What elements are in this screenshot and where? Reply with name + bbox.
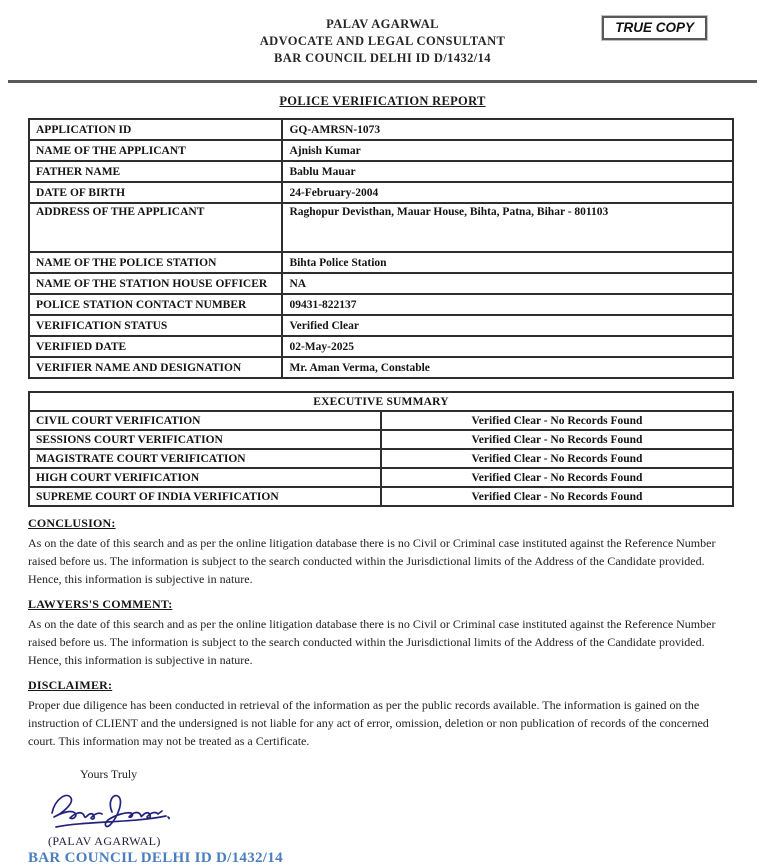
executive-summary-heading: EXECUTIVE SUMMARY bbox=[29, 392, 733, 411]
executive-summary-table bbox=[28, 391, 734, 507]
summary-row bbox=[29, 468, 733, 487]
text-sections bbox=[28, 516, 737, 750]
detail-row bbox=[29, 203, 733, 252]
detail-label: VERIFIED DATE bbox=[29, 336, 282, 357]
detail-label: POLICE STATION CONTACT NUMBER bbox=[29, 294, 282, 315]
bar-council-footer: BAR COUNCIL DELHI ID D/1432/14 bbox=[28, 850, 283, 866]
detail-label: NAME OF THE STATION HOUSE OFFICER bbox=[29, 273, 282, 294]
summary-value: Verified Clear - No Records Found bbox=[381, 468, 733, 487]
detail-row bbox=[29, 119, 733, 140]
detail-label: DATE OF BIRTH bbox=[29, 182, 282, 203]
text-section bbox=[28, 597, 737, 669]
advocate-title: ADVOCATE AND LEGAL CONSULTANT bbox=[259, 34, 506, 48]
detail-value: GQ-AMRSN-1073 bbox=[282, 119, 733, 140]
detail-value: 02-May-2025 bbox=[282, 336, 733, 357]
advocate-name: PALAV AGARWAL bbox=[326, 17, 439, 31]
bar-council-id: BAR COUNCIL DELHI ID D/1432/14 bbox=[274, 51, 491, 65]
detail-row bbox=[29, 336, 733, 357]
detail-value: Mr. Aman Verma, Constable bbox=[282, 357, 733, 378]
section-heading: LAWYERS'S COMMENT: bbox=[28, 597, 173, 611]
text-section bbox=[28, 678, 737, 750]
header-divider bbox=[8, 80, 757, 83]
section-body: As on the date of this search and as per the online litigation database there is no Civil or Criminal case instituted against the Reference Number raised before us. The information is subject to the search conducted within the Jurisdictional limits of the Address of the Candidate provided. Hence, this information is subjective in nature. bbox=[28, 617, 716, 667]
summary-row bbox=[29, 411, 733, 430]
detail-label: NAME OF THE POLICE STATION bbox=[29, 252, 282, 273]
detail-value: 24-February-2004 bbox=[282, 182, 733, 203]
detail-row bbox=[29, 161, 733, 182]
summary-value: Verified Clear - No Records Found bbox=[381, 430, 733, 449]
closing-line: Yours Truly bbox=[80, 767, 138, 781]
detail-row bbox=[29, 294, 733, 315]
summary-label: MAGISTRATE COURT VERIFICATION bbox=[29, 449, 381, 468]
detail-row bbox=[29, 252, 733, 273]
summary-value: Verified Clear - No Records Found bbox=[381, 411, 733, 430]
section-body: As on the date of this search and as per the online litigation database there is no Civil or Criminal case instituted against the Reference Number raised before us. The information is subject to the search conducted within the Jurisdictional limits of the Address of the Candidate provided. Hence, this information is subjective in nature. bbox=[28, 536, 716, 586]
true-copy-stamp: TRUE COPY bbox=[602, 16, 707, 40]
detail-value: Bablu Mauar bbox=[282, 161, 733, 182]
detail-label: VERIFIER NAME AND DESIGNATION bbox=[29, 357, 282, 378]
handwritten-signature-icon bbox=[44, 786, 184, 834]
detail-value: Ajnish Kumar bbox=[282, 140, 733, 161]
detail-label: NAME OF THE APPLICANT bbox=[29, 140, 282, 161]
summary-label: SESSIONS COURT VERIFICATION bbox=[29, 430, 381, 449]
text-section bbox=[28, 516, 737, 588]
detail-label: APPLICATION ID bbox=[29, 119, 282, 140]
detail-row bbox=[29, 315, 733, 336]
detail-label: ADDRESS OF THE APPLICANT bbox=[29, 203, 282, 252]
detail-row bbox=[29, 273, 733, 294]
applicant-details-table bbox=[28, 118, 734, 379]
signature bbox=[44, 786, 765, 834]
detail-row bbox=[29, 357, 733, 378]
detail-row bbox=[29, 140, 733, 161]
section-heading: DISCLAIMER: bbox=[28, 678, 113, 692]
summary-row bbox=[29, 487, 733, 506]
detail-value: 09431-822137 bbox=[282, 294, 733, 315]
detail-value: Raghopur Devisthan, Mauar House, Bihta, Patna, Bihar - 801103 bbox=[282, 203, 733, 252]
executive-summary-header-row bbox=[29, 392, 733, 411]
section-heading: CONCLUSION: bbox=[28, 516, 116, 530]
summary-label: SUPREME COURT OF INDIA VERIFICATION bbox=[29, 487, 381, 506]
section-body: Proper due diligence has been conducted in retrieval of the information as per the public records available. The information is gained on the instruction of CLIENT and the undersigned is not liable for any act of error, omission, deletion or non publication of records of the concerned court. This information may not be treated as a Certificate. bbox=[28, 698, 709, 748]
summary-row bbox=[29, 430, 733, 449]
detail-value: Bihta Police Station bbox=[282, 252, 733, 273]
detail-label: VERIFICATION STATUS bbox=[29, 315, 282, 336]
detail-value: Verified Clear bbox=[282, 315, 733, 336]
summary-value: Verified Clear - No Records Found bbox=[381, 487, 733, 506]
summary-label: CIVIL COURT VERIFICATION bbox=[29, 411, 381, 430]
summary-value: Verified Clear - No Records Found bbox=[381, 449, 733, 468]
summary-row bbox=[29, 449, 733, 468]
detail-value: NA bbox=[282, 273, 733, 294]
summary-label: HIGH COURT VERIFICATION bbox=[29, 468, 381, 487]
signatory-name: (PALAV AGARWAL) bbox=[48, 834, 161, 848]
page-title: POLICE VERIFICATION REPORT bbox=[279, 94, 486, 108]
detail-label: FATHER NAME bbox=[29, 161, 282, 182]
detail-row bbox=[29, 182, 733, 203]
